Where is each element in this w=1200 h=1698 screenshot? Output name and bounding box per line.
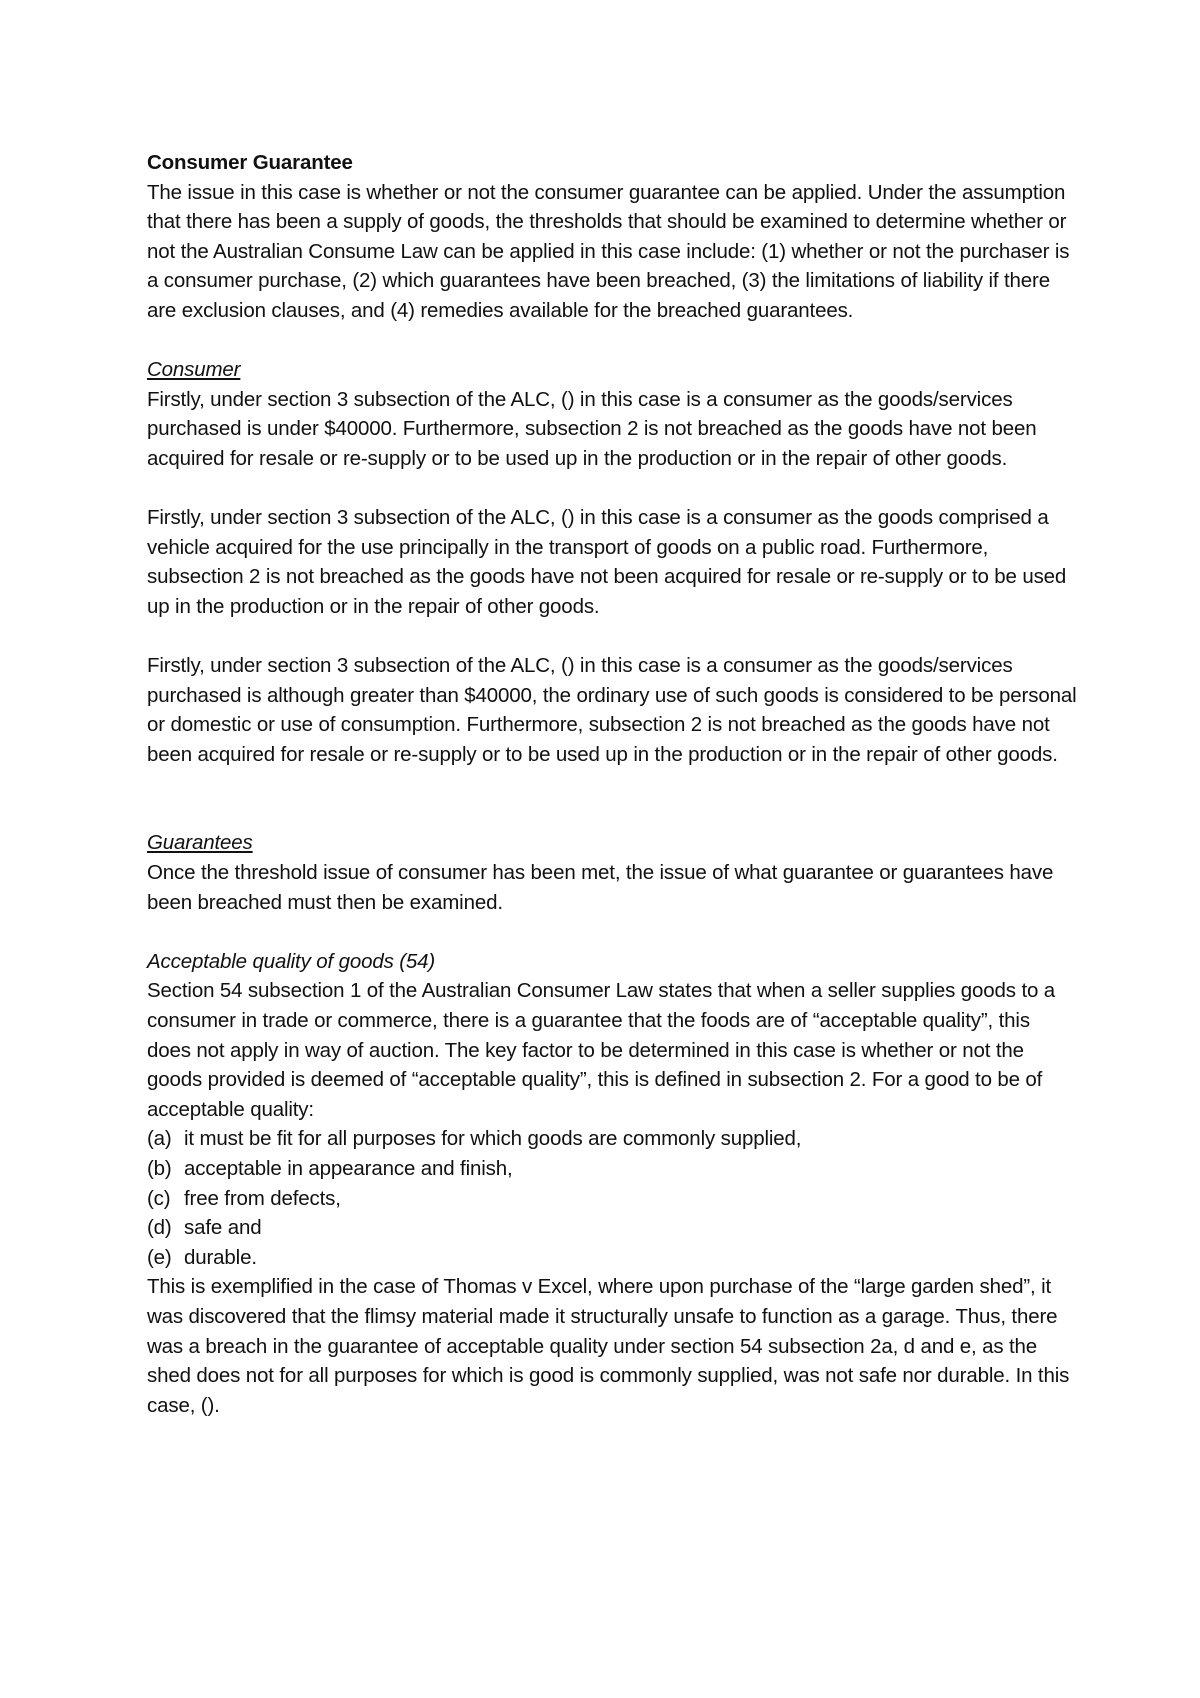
list-marker: (a)	[147, 1127, 172, 1151]
list-marker: (d)	[147, 1216, 172, 1240]
list-item-text: safe and	[184, 1216, 262, 1240]
guarantees-heading: Guarantees	[147, 831, 253, 855]
list-item	[147, 1154, 1077, 1184]
consumer-paragraph-3: Firstly, under section 3 subsection of the ALC, () in this case is a consumer as the goods/services purchased is although greater than $40000, the ordinary use of such goods is considered to be personal or domestic or use of consumption. Furthermore, subsection 2 is not breached as the goods have not been acquired for resale or re-supply or to be used up in the production or in the repair of other goods.	[147, 654, 1077, 766]
list-marker: (e)	[147, 1245, 172, 1269]
list-item-text: durable.	[184, 1245, 257, 1269]
document-body	[147, 148, 1077, 1420]
consumer-paragraph-1: Firstly, under section 3 subsection of the ALC, () in this case is a consumer as the goods/services purchased is under $40000. Furthermore, subsection 2 is not breached as the goods have not been acquired for resale or re-supply or to be used up in the production or in the repair of other goods.	[147, 387, 1037, 470]
list-item-text: free from defects,	[184, 1186, 341, 1210]
intro-paragraph: The issue in this case is whether or not the consumer guarantee can be applied. Under the assumption that there has been a supply of goods, the thresholds that should be examined to determine whether or not the Australian Consume Law can be applied in this case include: (1) whether or not the purchaser is a consumer purchase, (2) which guarantees have been breached, (3) the limitations of liability if there are exclusion clauses, and (4) remedies available for the breached guarantees.	[147, 180, 1070, 322]
guarantees-paragraph: Once the threshold issue of consumer has been met, the issue of what guarantee or guarantees have been breached must then be examined.	[147, 861, 1054, 914]
consumer-heading: Consumer	[147, 358, 241, 382]
list-item-text: acceptable in appearance and finish,	[184, 1157, 513, 1180]
list-item	[147, 1213, 1077, 1243]
list-item	[147, 1243, 1077, 1273]
acceptable-quality-paragraph-1: Section 54 subsection 1 of the Australian Consumer Law states that when a seller supplies goods to a consumer in trade or commerce, there is a guarantee that the foods are of “acceptable quality”, this does not apply in way of auction. The key factor to be determined in this case is whether or not the goods provided is deemed of “acceptable quality”, this is defined in subsection 2. For a good to be of acceptable quality:	[147, 979, 1056, 1121]
acceptable-quality-list	[147, 1124, 1077, 1272]
acceptable-quality-heading: Acceptable quality of goods (54)	[147, 949, 436, 973]
consumer-paragraph-2: Firstly, under section 3 subsection of the ALC, () in this case is a consumer as the goods comprised a vehicle acquired for the use principally in the transport of goods on a public road. Furthermore, subsection 2 is not breached as the goods have not been acquired for resale or re-supply or to be used up in the production or in the repair of other goods.	[147, 506, 1067, 618]
list-marker: (b)	[147, 1157, 172, 1180]
acceptable-quality-paragraph-2: This is exemplified in the case of Thomas v Excel, where upon purchase of the “large garden shed”, it was discovered that the flimsy material made it structurally unsafe to function as a garage. Thus, there was a breach in the guarantee of acceptable quality under section 54 subsection 2a, d and e, as the shed does not for all purposes for which is good is commonly supplied, was not safe nor durable. In this case, ().	[147, 1275, 1070, 1417]
list-item	[147, 1124, 1077, 1154]
list-marker: (c)	[147, 1186, 171, 1210]
list-item-text: it must be fit for all purposes for which goods are commonly supplied,	[184, 1127, 802, 1151]
document-title: Consumer Guarantee	[147, 151, 353, 174]
list-item	[147, 1184, 1077, 1214]
